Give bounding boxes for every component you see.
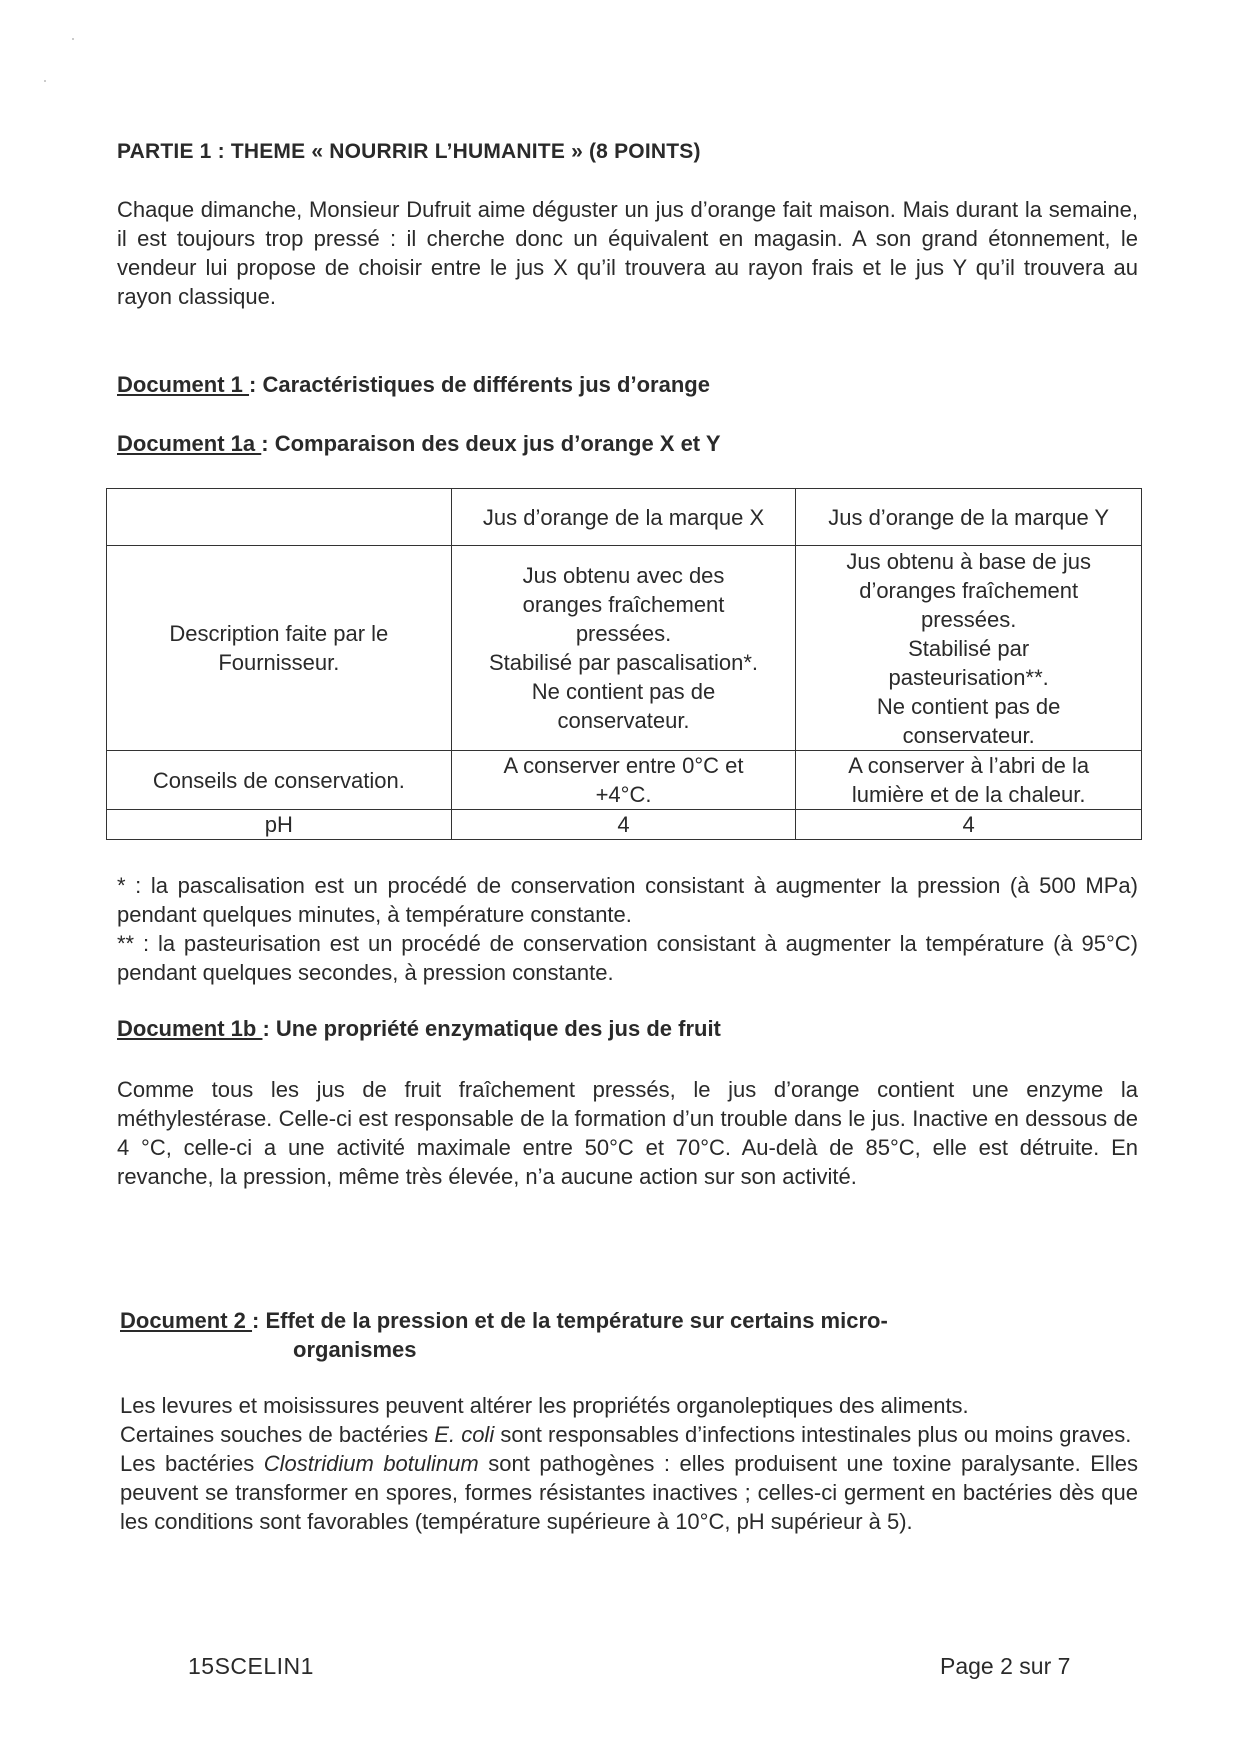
document-2-heading — [120, 1306, 888, 1364]
text-span: sont responsables d’infections intestinales plus ou moins graves. — [494, 1422, 1132, 1447]
document-1-label: Document 1 — [117, 372, 250, 397]
text-span: Les bactéries — [120, 1451, 264, 1476]
table-cell-y — [796, 751, 1142, 810]
table-row-label: Conseils de conservation. — [107, 751, 452, 810]
document-1a-heading — [117, 431, 721, 457]
cell-line: Stabilisé par — [908, 635, 1030, 661]
cell-line: conservateur. — [557, 708, 690, 733]
cell-line: lumière et de la chaleur. — [851, 782, 1086, 807]
footnotes — [117, 871, 1138, 987]
species-name: E. coli — [434, 1422, 495, 1447]
cell-line: d’oranges fraîchement — [859, 577, 1079, 603]
table-cell-y — [796, 546, 1142, 751]
cell-line: +4°C. — [595, 782, 652, 807]
exam-code: 15SCELIN1 — [188, 1653, 314, 1679]
document-1-heading — [117, 372, 710, 398]
scan-speck — [44, 80, 46, 82]
cell-line: Jus obtenu à base de jus — [846, 548, 1091, 574]
cell-line: Stabilisé par pascalisation*. — [488, 650, 759, 675]
text-span: Certaines souches de bactéries — [120, 1422, 435, 1447]
table-row — [107, 751, 1142, 810]
cell-line: pasteurisation**. — [888, 664, 1049, 690]
document-1a-title: : Comparaison des deux jus d’orange X et Y — [261, 431, 721, 456]
document-2-title-line2: organismes — [293, 1337, 417, 1362]
table-row-label: pH — [107, 810, 452, 840]
document-2-title-line1: : Effet de la pression et de la température sur certains micro- — [252, 1308, 888, 1333]
cell-line: oranges fraîchement — [522, 592, 725, 617]
table-row — [107, 810, 1142, 840]
microorganisms-text — [120, 1391, 1138, 1536]
document-1b-title: : Une propriété enzymatique des jus de fruit — [262, 1016, 721, 1041]
table-cell-x — [451, 546, 796, 751]
intro-paragraph: Chaque dimanche, Monsieur Dufruit aime déguster un jus d’orange fait maison. Mais durant la semaine, il est toujours trop pressé : il cherche donc un équivalent en magasin. A son grand étonnement, le vendeur lui propose de choisir entre le jus X qu’il trouvera au rayon frais et le jus Y qu’il trouvera au rayon classique. — [117, 197, 1138, 309]
document-1a-label: Document 1a — [117, 431, 262, 456]
document-2-label: Document 2 — [120, 1308, 253, 1333]
cell-line: pressées. — [920, 606, 1017, 632]
row-label-text: Description faite par le Fournisseur. — [169, 621, 389, 675]
ecoli-paragraph — [120, 1420, 1138, 1449]
cell-line: A conserver à l’abri de la — [848, 753, 1090, 778]
document-1b-label: Document 1b — [117, 1016, 263, 1041]
table-row-label — [107, 546, 452, 751]
scan-speck — [72, 38, 74, 40]
cell-line: pressées. — [575, 621, 672, 646]
cell-line: Ne contient pas de — [876, 693, 1061, 719]
document-1-title: : Caractéristiques de différents jus d’orange — [249, 372, 710, 397]
enzyme-paragraph: Comme tous les jus de fruit fraîchement pressés, le jus d’orange contient une enzyme la méthylestérase. Celle-ci est responsable de la formation d’un trouble dans le jus. Inactive en dessous de 4 °C, celle-ci a une activité maximale entre 50°C et 70°C. Au-delà de 85°C, elle est détruite. En revanche, la pression, même très élevée, n’a aucune action sur son activité. — [117, 1077, 1138, 1189]
footnote-pasteurisation: ** : la pasteurisation est un procédé de conservation consistant à augmenter la température (à 95°C) pendant quelques secondes, à pression constante. — [117, 931, 1138, 985]
cell-line: Ne contient pas de — [531, 679, 716, 704]
table-cell-x: 4 — [451, 810, 796, 840]
cell-line: Jus obtenu avec des — [522, 563, 725, 588]
table-cell-x — [451, 751, 796, 810]
clostridium-paragraph — [120, 1449, 1138, 1536]
yeasts-paragraph: Les levures et moisissures peuvent altérer les propriétés organoleptiques des aliments. — [120, 1393, 969, 1418]
table-header-x: Jus d’orange de la marque X — [451, 489, 796, 546]
table-cell-y: 4 — [796, 810, 1142, 840]
page-number: Page 2 sur 7 — [940, 1653, 1071, 1679]
table-header-y: Jus d’orange de la marque Y — [796, 489, 1142, 546]
table-header-empty — [107, 489, 452, 546]
comparison-table — [106, 488, 1142, 840]
document-1b-heading — [117, 1016, 721, 1042]
footnote-pascalisation: * : la pascalisation est un procédé de conservation consistant à augmenter la pression (à 500 MPa) pendant quelques minutes, à température constante. — [117, 873, 1138, 927]
part-title: PARTIE 1 : THEME « NOURRIR L’HUMANITE » (8 POINTS) — [117, 140, 701, 163]
species-name: Clostridium botulinum — [263, 1451, 479, 1476]
table-row — [107, 546, 1142, 751]
cell-line: A conserver entre 0°C et — [503, 753, 744, 778]
table-header-row — [107, 489, 1142, 546]
text-span: sont pathogènes : elles produisent une toxine paralysante. Elles peuvent se transformer en spores, formes résistantes inactives ; celles-ci germent en bactéries dès que les conditions sont favorables (température supérieure à 10°C, pH supérieur à 5). — [120, 1451, 1138, 1534]
cell-line: conservateur. — [902, 722, 1035, 748]
